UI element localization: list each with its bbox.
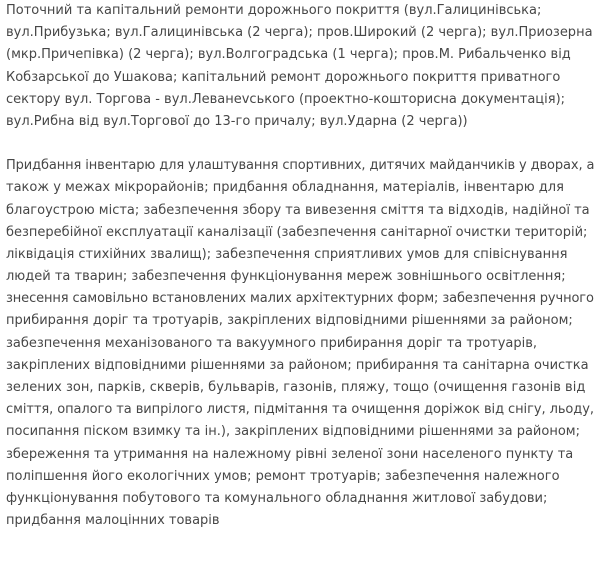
text-line: благоустрою міста; забезпечення збору та вивезення сміття та відходів, надійної та (6, 202, 590, 218)
text-line: збереження та утримання на належному рівні зеленої зони населеного пункту та (6, 446, 574, 462)
document-body (6, 0, 596, 532)
text-line: вул.Рибна від вул.Торгової до 13-го причалу; вул.Ударна (2 черга)) (6, 113, 468, 129)
paragraph-road-repairs (6, 0, 596, 133)
text-line: сміття, опалого та випрілого листя, підмітання та очищення доріжок від снігу, льоду, (6, 402, 594, 418)
text-line: вул.Прибузька; вул.Галицинівська (2 черга); пров.Широкий (2 черга); вул.Приозерна (6, 25, 593, 41)
text-line: функціонування побутового та комунального обладнання житлової забудови; (6, 490, 548, 506)
text-line: поліпшення його екологічних умов; ремонт тротуарів; забезпечення належного (6, 468, 560, 484)
text-line: ліквідація стихійних звалищ); забезпечення сприятливих умов для співіснування (6, 246, 568, 262)
paragraph-inventory-purchase (6, 155, 596, 532)
text-line: Кобзарської до Ушакова; капітальний ремонт дорожнього покриття приватного (6, 69, 561, 85)
text-line: знесення самовільно встановлених малих архітектурних форм; забезпечення ручного (6, 291, 594, 307)
text-line: (мкр.Причепівка) (2 черга); вул.Волгоградська (1 черга); пров.М. Рибальченко від (6, 47, 571, 63)
text-line: придбання малоцінних товарів (6, 513, 220, 529)
text-line: безперебійної експлуатації каналізації (забезпечення санітарної очистки територій; (6, 224, 588, 240)
text-line: Поточний та капітальний ремонти дорожнього покриття (вул.Галицинівська; (6, 3, 542, 18)
text-line: сектору вул. Торгова - вул.Леванеvського (проектно-кошторисна документація); (6, 91, 566, 107)
text-line: прибирання доріг та тротуарів, закріплених відповідними рішеннями за районом; (6, 313, 573, 329)
text-line: забезпечення механізованого та вакуумного прибирання доріг та тротуарів, (6, 335, 538, 351)
text-line: закріплених відповідними рішеннями за районом; прибирання та санітарна очистка (6, 357, 589, 373)
text-line: посипання піском взимку та ін.), закріплених відповідними рішеннями за районом; (6, 424, 580, 440)
text-line: Придбання інвентарю для улаштування спортивних, дитячих майданчиків у дворах, а (6, 158, 595, 174)
text-line: зелених зон, парків, скверів, бульварів, газонів, пляжу, тощо (очищення газонів від (6, 380, 586, 395)
text-line: також у межах мікрорайонів; придбання обладнання, матеріалів, інвентарю для (6, 180, 564, 196)
text-line: людей та тварин; забезпечення функціонування мереж зовнішнього освітлення; (6, 269, 566, 285)
